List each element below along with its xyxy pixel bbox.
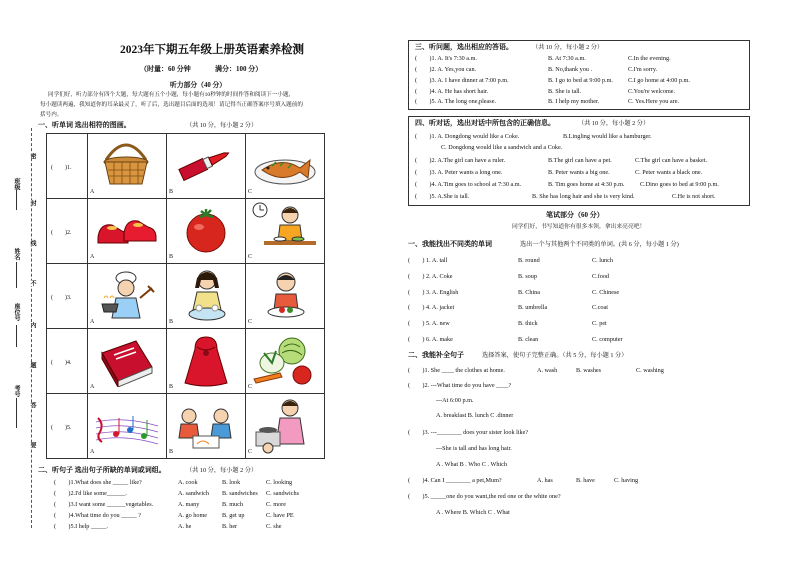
option-b[interactable]: B. umbrella [518,304,548,311]
question-text: ( )5.I help _____. [54,523,108,530]
option-a[interactable]: A. many [178,501,200,508]
option-c[interactable]: C. having [614,477,639,484]
part2-title: 二、听句子 选出句子所缺的单词或词组。 [38,466,166,474]
option-b[interactable]: B. No,thank you . [548,66,592,73]
seal-char: 答 [29,402,35,408]
part1-points: （共 10 分，每小题 2 分） [186,122,258,129]
option-b[interactable]: B. I help my mother. [548,98,600,105]
question-option-a[interactable]: ( )2. A. Yes,you can. [415,66,477,73]
option-b[interactable]: B. look [222,479,241,486]
seal-char: 要 [29,442,35,448]
option-a[interactable]: A. cook [178,479,198,486]
option-b[interactable]: B. She is tall. [548,88,582,95]
part3-title: 三、听问题，选出相应的答语。 [415,43,513,51]
seal-char: 题 [29,362,35,368]
option-b[interactable]: B. thick [518,320,538,327]
question-text: ( )4. Can I ________ a pet,Mum? [408,477,502,484]
option-b[interactable]: B. She has long hair and she is very kind. [532,193,635,200]
option-letter: A [90,189,95,195]
option-cell[interactable] [246,264,325,329]
option-letter: C [248,384,253,390]
children-drawing-icon [173,402,239,452]
part5-desc: 选出一个与其他两个不同类的单词。(共 6 分，每小题 1 分) [520,241,679,248]
question-number: ( )5. [51,425,72,431]
red-shoes-icon [94,213,160,249]
option-cell[interactable] [246,199,325,264]
question-option-a[interactable]: ( )1. A. Dongdong would like a Coke. [415,133,520,140]
question-text: ( )1.What does she _____ like? [54,479,142,486]
question-text: ( )2.I'd like some______. [54,490,127,497]
part2-points: （共 10 分，每小题 2 分） [186,467,258,474]
option-b[interactable]: B. China [518,289,541,296]
part6-title: 二、我能补全句子 [408,351,464,359]
option-letter: A [90,384,95,390]
option-a[interactable]: A. sandwich [178,490,209,497]
vegetables-icon [250,333,320,389]
option-b[interactable]: B. washes [576,367,602,374]
question-cell [47,329,88,394]
option-cell[interactable] [167,134,246,199]
name-label: 姓名 [13,248,19,260]
question-text: ( )2. ---What time do you have ____? [408,382,512,389]
option-c[interactable]: C. computer [592,336,623,343]
option-b[interactable]: B.The girl can have a pet. [548,157,612,164]
option-letter: C [248,319,253,325]
option-c[interactable]: C. washing [636,367,664,374]
seal-line [31,128,32,528]
option-b[interactable]: B. clean [518,336,539,343]
exam-score: 满分：100 分） [215,65,263,73]
question-option-a[interactable]: ( )2. A.The girl can have a ruler. [415,157,506,164]
question-number: ( )1. [51,165,72,171]
option-b[interactable]: B. have [576,477,595,484]
answer-line: ---She is tall and has long hair. [436,445,512,452]
option-cell[interactable] [246,394,325,459]
question-option-a[interactable]: ( )4. A.Tim goes to school at 7:30 a.m. [415,181,522,188]
option-letter: A [90,449,95,455]
option-cell[interactable] [88,199,167,264]
seat-field[interactable] [16,325,17,347]
question-option-a[interactable]: ( )5. A. The long one,please. [415,98,496,105]
options-line[interactable]: A . Where B. Which C . What [436,509,510,516]
question-cell [47,134,88,199]
option-b[interactable]: B.Lingling would like a hamburger. [563,133,652,140]
option-c[interactable]: C.The girl can have a basket. [635,157,707,164]
tomato-icon [181,205,231,255]
class-label: 班级 [13,178,19,190]
option-c[interactable]: C. pet [592,320,607,327]
option-c[interactable]: C.In the evening. [628,55,671,62]
page-title: 2023年下期五年级上册英语素养检测 [120,44,304,56]
option-cell[interactable] [246,134,325,199]
table-row [47,264,325,329]
option-letter: A [90,254,95,260]
exam-time: （时量：60 分钟 [140,65,191,73]
red-cape-icon [181,333,231,389]
seal-char: 密 [29,153,35,159]
question-option-a[interactable]: ( ) 3. A. English [408,289,459,296]
seal-char: 封 [29,200,35,206]
option-cell[interactable] [167,394,246,459]
option-cell[interactable] [88,134,167,199]
english-book-icon [96,337,158,387]
part3-points: （共 10 分，每小题 2 分） [532,44,604,51]
lipstick-icon [175,142,235,186]
option-b[interactable]: B. her [222,523,238,530]
answer-line: ---At 6:00 p.m. [436,397,474,404]
class-field[interactable] [16,190,17,210]
option-c[interactable]: C. have PE [266,512,294,519]
option-a[interactable]: A. has [537,477,553,484]
name-field[interactable] [16,262,17,288]
option-letter: B [169,319,174,325]
option-cell[interactable] [88,394,167,459]
option-c[interactable]: C. lunch [592,257,613,264]
option-c[interactable]: C. Yes.Here you are. [628,98,680,105]
mother-cooking-icon [254,396,316,454]
question-option-a[interactable]: ( )5. A.She is tall. [415,193,470,200]
option-a[interactable]: A. go home [178,512,208,519]
option-letter: B [169,254,174,260]
table-row [47,199,325,264]
question-option-a[interactable]: ( )3. A. Peter wants a long one. [415,169,503,176]
seal-char: 不 [29,280,35,286]
option-b[interactable]: B. much [222,501,243,508]
intro-line-1: 同学们好，听力部分有四个大题，每大题有五个小题，每小题有10秒钟的时间作答和阅读下一小题， [48,92,295,98]
option-letter: C [248,449,253,455]
question-text: ( )5. _____one do you want,the red one or the white one? [408,493,561,500]
option-b[interactable]: B. At 7:30 a.m. [548,55,586,62]
intro-line-2: 每小题读两遍，我知道你的耳朵最灵了，听了后，选出题目后面的选项！请记得当正确答案序号填入题前的 [40,102,303,108]
option-cell[interactable] [167,199,246,264]
option-c[interactable]: C. Chinese [592,289,620,296]
option-letter: B [169,384,174,390]
option-c[interactable]: C.Dino goes to bed at 9:00 p.m. [640,181,719,188]
option-c[interactable]: C. she [266,523,282,530]
boy-eating-icon [256,268,316,324]
part4-title: 四、听对话，选出对话中所包含的正确信息。 [415,119,555,127]
option-c[interactable]: C.He is not short. [672,193,716,200]
option-cell[interactable] [246,329,325,394]
option-c[interactable]: C.I'm sorry. [628,66,658,73]
options-line[interactable]: A. breakfast B. lunch C .dinner [436,412,514,419]
question-cell [47,264,88,329]
option-cell[interactable] [88,329,167,394]
option-c[interactable]: C.I go home at 4:00 p.m. [628,77,690,84]
option-c[interactable]: C. looking [266,479,293,486]
question-text: ( )3. ---________ does your sister look like? [408,429,529,436]
question-text: ( )4.What time do you _____ ? [54,512,141,519]
seal-char: 线 [29,240,35,246]
option-c[interactable]: C.food [592,273,610,280]
basket-icon [100,140,152,188]
option-b[interactable]: B. Tim goes home at 4:30 p.m. [548,181,625,188]
option-letter: B [169,189,174,195]
question-option-a[interactable]: ( ) 1. A. tall [408,257,448,264]
part5-title: 一、我能找出不同类的单词 [408,240,492,248]
girl-eating-icon [250,201,320,259]
option-c[interactable]: C. sandwichs [266,490,299,497]
option-c[interactable]: C. more [266,501,286,508]
question-cell [47,199,88,264]
question-text: ( )1. She ____ the clothes at home. [408,367,505,374]
girl-washing-icon [177,268,237,324]
part4-points: （共 10 分，每小题 2 分） [578,120,650,127]
options-line[interactable]: A . What B . Who C . Which [436,461,507,468]
question-option-a[interactable]: ( ) 5. A. new [408,320,450,327]
option-cell[interactable] [167,329,246,394]
intro-line-3: 括号内。 [40,112,63,118]
fish-dish-icon [252,144,318,188]
question-option-a[interactable]: ( )4. A. He has short hair. [415,88,489,95]
question-number: ( )3. [51,295,72,301]
option-b[interactable]: B. sandwiches [222,490,258,497]
part6-desc: 选择答案，使句子完整正确。（共 5 分，每小题 1 分） [482,352,628,359]
listening-part-title: 听力部分（40 分） [170,82,227,89]
option-letter: C [248,189,253,195]
option-b[interactable]: B. get up [222,512,245,519]
option-b[interactable]: B. round [518,257,540,264]
option-letter: B [169,449,174,455]
seal-char: 内 [29,322,35,328]
option-a[interactable]: A. wash [537,367,558,374]
question-text: ( )3.I want some ______vegetables. [54,501,154,508]
option-cell[interactable] [167,264,246,329]
question-option-a[interactable]: ( )3. A. I have dinner at 7:00 p.m. [415,77,509,84]
option-b[interactable]: B. I go to bed at 9:00 p.m. [548,77,613,84]
written-intro: 同学们好，书写知道你有很多本领，拿出来亮亮吧！ [512,224,646,230]
music-notes-icon [94,408,160,450]
question-option-a[interactable]: ( ) 4. A. jacket [408,304,455,311]
exam-no-label: 考号 [13,385,19,397]
question-option-a[interactable]: ( ) 6. A. make [408,336,453,343]
table-row [47,134,325,199]
table-row [47,329,325,394]
option-c[interactable]: C.coat [592,304,608,311]
question-option-a[interactable]: ( )1. A. It's 7:30 a.m. [415,55,477,62]
option-letter: C [248,254,253,260]
option-c[interactable]: C. Peter wants a black one. [635,169,703,176]
picture-table [46,133,325,459]
option-cell[interactable] [88,264,167,329]
option-c[interactable]: C. Dongdong would like a sandwich and a Coke. [441,144,563,151]
table-row [47,394,325,459]
option-b[interactable]: B. Peter wants a big one. [548,169,610,176]
seat-label: 座位号 [13,303,19,321]
option-c[interactable]: C.You're welcome. [628,88,676,95]
part1-title: 一、听单词 选出相符的图画。 [38,121,131,129]
option-b[interactable]: B. soup [518,273,537,280]
option-letter: A [90,319,95,325]
option-a[interactable]: A. he [178,523,192,530]
question-option-a[interactable]: ( ) 2. A. Coke [408,273,453,280]
question-number: ( )2. [51,230,72,236]
cooking-boy-icon [96,268,158,322]
exam-no-field[interactable] [16,398,17,428]
question-cell [47,394,88,459]
question-number: ( )4. [51,360,72,366]
written-part-title: 笔试部分（60 分） [546,211,604,219]
